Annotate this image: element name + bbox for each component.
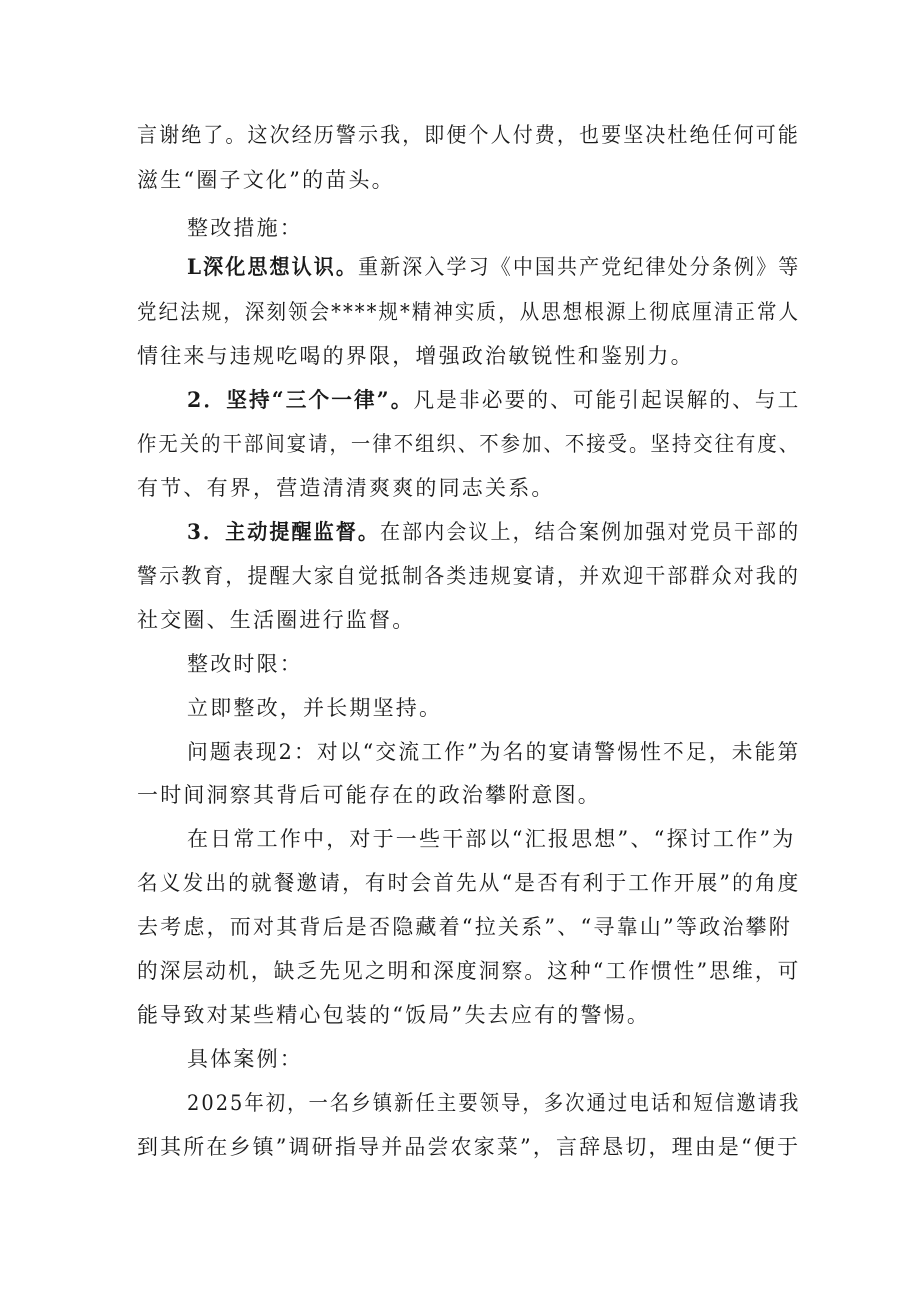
text-run: 到其所在乡镇”调研指导并品尝农家菜”，言辞恳切，理由是“便于 — [137, 1135, 801, 1159]
text-run: 党纪法规，深刻领会****规*精神实质，从思想根源上彻底厘清正常人 — [137, 300, 801, 324]
text-line — [137, 121, 800, 149]
text-run: 整改措施： — [187, 216, 303, 240]
text-line — [137, 913, 792, 941]
text-line — [187, 694, 442, 722]
text-line — [137, 342, 694, 370]
text-line — [137, 781, 601, 809]
measure-1-title: L深化思想认识。 — [187, 254, 358, 279]
text-line — [137, 430, 800, 458]
text-run: 凡是非必要的、可能引起误解的、与工 — [413, 388, 801, 412]
text-line — [187, 825, 796, 853]
measure-1-line — [187, 253, 800, 281]
measure-3-line — [187, 518, 800, 546]
text-line — [137, 869, 800, 897]
text-run: 具体案例： — [187, 1047, 303, 1071]
text-run: 警示教育，提醒大家自觉抵制各类违规宴请，并欢迎干部群众对我的 — [137, 564, 801, 588]
measure-3-title: 3．主动提醒监督。 — [187, 519, 380, 544]
text-line — [137, 166, 395, 194]
text-run: 在部内会议上，结合案例加强对党员干部的 — [379, 520, 801, 544]
text-line — [137, 1001, 650, 1029]
text-run: 有节、有界，营造清清爽爽的同志关系。 — [137, 476, 555, 500]
measure-2-title: 2．坚持“三个一律”。 — [187, 387, 414, 412]
text-run: 名义发出的就餐邀请，有时会首先从“是否有利于工作开展”的角度 — [137, 871, 801, 895]
text-run: 立即整改，并长期坚持。 — [187, 696, 443, 720]
text-run: 滋生“圈子文化”的苗头。 — [137, 168, 395, 192]
text-run: 言谢绝了。这次经历警示我，即便个人付费，也要坚决杜绝任何可能 — [137, 123, 801, 147]
text-run: 社交圈、生活圈进行监督。 — [137, 608, 416, 632]
text-run: 2025年初，一名乡镇新任主要领导，多次通过电话和短信邀请我 — [187, 1091, 801, 1115]
text-run: 问题表现2：对以“交流工作”为名的宴请警惕性不足，未能第 — [187, 740, 801, 764]
text-run: 去考虑，而对其背后是否隐藏着“拉关系”、“寻靠山”等政治攀附 — [137, 915, 792, 939]
text-run: 整改时限： — [187, 652, 303, 676]
text-run: 的深层动机，缺乏先见之明和深度洞察。这种“工作惯性”思维，可 — [137, 959, 801, 983]
text-run: 在日常工作中，对于一些干部以“汇报思想”、“探讨工作”为 — [187, 827, 796, 851]
text-line — [137, 606, 415, 634]
text-run: 情往来与违规吃喝的界限，增强政治敏锐性和鉴别力。 — [137, 344, 694, 368]
text-line — [137, 298, 800, 326]
problem-2-line — [187, 738, 800, 766]
text-line — [187, 1089, 800, 1117]
text-run: 重新深入学习《中国共产党纪律处分条例》等 — [357, 255, 801, 279]
text-line — [137, 562, 800, 590]
text-run: 作无关的干部间宴请，一律不组织、不参加、不接受。坚持交往有度、 — [137, 432, 801, 456]
measure-2-line — [187, 386, 800, 414]
text-line — [137, 474, 555, 502]
text-run: 能导致对某些精心包装的“饭局”失去应有的警惕。 — [137, 1003, 651, 1027]
section-heading — [187, 1045, 303, 1073]
text-line — [137, 1133, 800, 1161]
text-line — [137, 957, 800, 985]
section-heading — [187, 650, 303, 678]
text-run: 一时间洞察其背后可能存在的政治攀附意图。 — [137, 783, 601, 807]
section-heading — [187, 214, 303, 242]
